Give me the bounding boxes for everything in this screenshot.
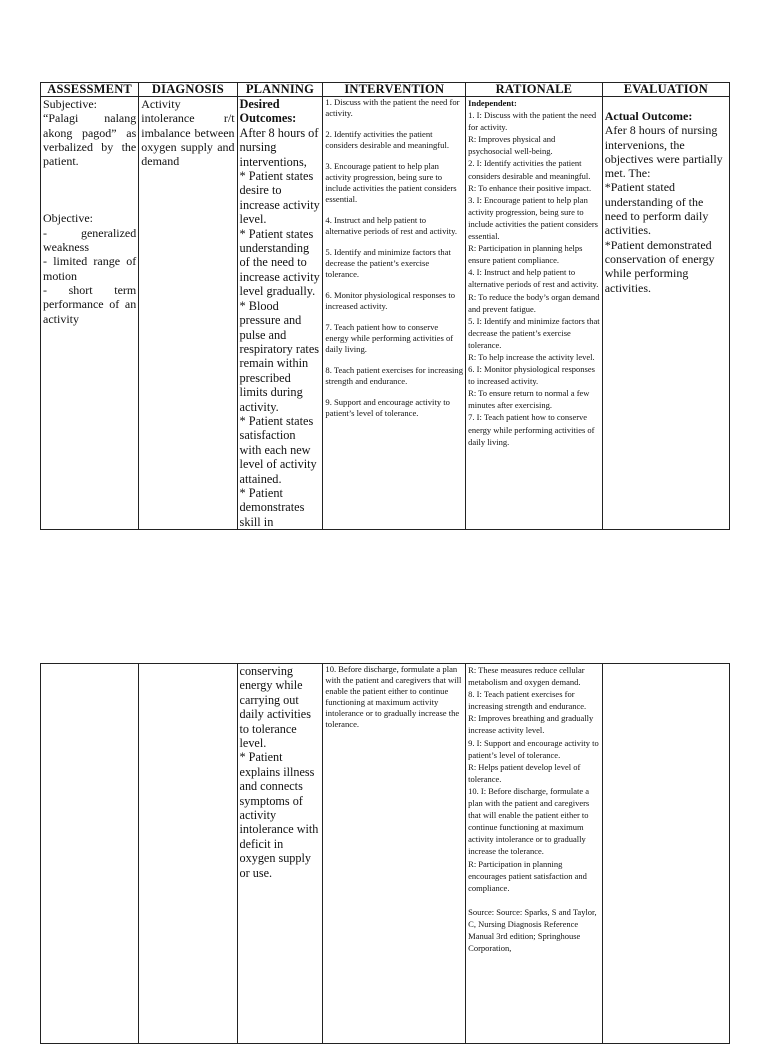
rationale-line: 7. I: Teach patient how to conserve energy while performing activities of daily living. bbox=[468, 412, 595, 447]
planning-cell-cont bbox=[237, 664, 323, 1044]
planning-item: * Patient states satisfaction with each new level of activity attained. bbox=[239, 413, 317, 486]
objective-label: Objective: bbox=[43, 211, 93, 226]
evaluation-heading: Actual Outcome: bbox=[604, 109, 693, 123]
rationale-line: R: Helps patient develop level of tolerance. bbox=[468, 761, 581, 784]
rationale-line: 3. I: Encourage patient to help plan activity progression, being sure to include activities the patient considers essential. bbox=[468, 194, 598, 242]
planning-item: * Patient states understanding of the need to increase activity level gradually. bbox=[239, 226, 320, 299]
rationale-line: 8. I: Teach patient exercises for increasing strength and endurance. bbox=[468, 689, 587, 712]
planning-heading: Desired Outcomes: bbox=[239, 97, 297, 126]
intervention-item: 2. Identify activities the patient considers desirable and meaningful. bbox=[325, 129, 450, 150]
header-diagnosis: DIAGNOSIS bbox=[139, 83, 237, 97]
rationale-line: 1. I: Discuss with the patient the need for activity. bbox=[468, 110, 597, 133]
source-citation: Source: Source: Sparks, S and Taylor, C, Nursing Diagnosis Reference Manual 3rd edition; Springhouse Corporation, bbox=[468, 906, 597, 954]
intervention-item: 8. Teach patient exercises for increasing strength and endurance. bbox=[325, 365, 464, 386]
objective-item: - limited range of motion bbox=[43, 254, 137, 283]
subjective-quote: “Palagi nalang akong pagod” as verbalized by the patient. bbox=[43, 111, 137, 169]
rationale-cell-cont bbox=[466, 664, 603, 1044]
header-evaluation: EVALUATION bbox=[602, 83, 729, 97]
rationale-line: 10. I: Before discharge, formulate a plan with the patient and caregivers that will enable the patient either to continue functioning at maximum activity intolerance or to gradually increase the tolerance. bbox=[468, 785, 590, 857]
rationale-heading: Independent: bbox=[468, 98, 517, 108]
evaluation-cell bbox=[602, 97, 729, 530]
intervention-item: 5. Identify and minimize factors that decrease the patient’s exercise tolerance. bbox=[325, 247, 451, 279]
header-planning: PLANNING bbox=[237, 83, 323, 97]
planning-item: * Patient states desire to increase activity level. bbox=[239, 169, 320, 227]
intervention-cell bbox=[323, 97, 466, 530]
continuation-row bbox=[41, 664, 730, 1044]
rationale-line: 6. I: Monitor physiological responses to increased activity. bbox=[468, 364, 595, 387]
planning-cell bbox=[237, 97, 323, 530]
intervention-item: 7. Teach patient how to conserve energy while performing activities of daily living. bbox=[325, 322, 454, 354]
intervention-item: 4. Instruct and help patient to alternative periods of rest and activity. bbox=[325, 215, 458, 236]
rationale-line: 4. I: Instruct and help patient to alternative periods of rest and activity. bbox=[468, 267, 599, 290]
rationale-line: R: To help increase the activity level. bbox=[468, 351, 595, 362]
rationale-line: R: These measures reduce cellular metabolism and oxygen demand. bbox=[468, 665, 585, 688]
evaluation-text: Afer 8 hours of nursing intervenions, the objectives were partially met. The: bbox=[604, 123, 723, 181]
rationale-line: 9. I: Support and encourage activity to patient’s level of tolerance. bbox=[468, 737, 599, 760]
header-intervention: INTERVENTION bbox=[323, 83, 466, 97]
header-assessment: ASSESSMENT bbox=[41, 83, 139, 97]
header-rationale: RATIONALE bbox=[466, 83, 603, 97]
planning-item: * Patient demonstrates skill in bbox=[239, 485, 305, 529]
rationale-cell bbox=[466, 97, 603, 530]
care-plan-table-page1 bbox=[40, 82, 730, 530]
header-row bbox=[41, 83, 730, 97]
planning-continuation: conserving energy while carrying out daily activities to tolerance level. bbox=[239, 664, 311, 751]
rationale-line: R: To reduce the body’s organ demand and prevent fatigue. bbox=[468, 291, 600, 314]
evaluation-cell-cont bbox=[602, 664, 729, 1044]
diagnosis-cell bbox=[139, 97, 237, 530]
diagnosis-text: Activity intolerance r/t imbalance between oxygen supply and demand bbox=[141, 97, 235, 169]
assessment-cell-cont bbox=[41, 664, 139, 1044]
assessment-cell bbox=[41, 97, 139, 530]
planning-item: * Blood pressure and pulse and respiratory rates remain within prescribed limits during activity. bbox=[239, 298, 320, 414]
intervention-item: 10. Before discharge, formulate a plan with the patient and caregivers that will enable the patient either to continue functioning at maximum activity intolerance or to gradually increase the tolerance. bbox=[325, 664, 462, 729]
evaluation-item: *Patient stated understanding of the need to perform daily activities. bbox=[604, 180, 709, 238]
planning-item: * Patient explains illness and connects symptoms of activity intolerance with deficit in oxygen supply or use. bbox=[239, 750, 319, 880]
intervention-item: 1. Discuss with the patient the need for activity. bbox=[325, 97, 460, 118]
rationale-line: R: Improves breathing and gradually increase activity level. bbox=[468, 713, 594, 736]
rationale-line: 2. I: Identify activities the patient considers desirable and meaningful. bbox=[468, 158, 591, 181]
objective-item: - short term performance of an activity bbox=[43, 282, 137, 326]
rationale-line: R: Participation in planning encourages patient satisfaction and compliance. bbox=[468, 858, 587, 893]
evaluation-item: *Patient demonstrated conservation of energy while performing activities. bbox=[604, 237, 715, 295]
intervention-cell-cont bbox=[323, 664, 466, 1044]
diagnosis-cell-cont bbox=[139, 664, 237, 1044]
intervention-item: 9. Support and encourage activity to patient’s level of tolerance. bbox=[325, 397, 450, 418]
planning-intro: After 8 hours of nursing interventions, bbox=[239, 125, 319, 169]
objective-item: - generalized weakness bbox=[43, 225, 137, 255]
intervention-item: 6. Monitor physiological responses to increased activity. bbox=[325, 290, 456, 311]
rationale-line: R: Improves physical and psychosocial well-being. bbox=[468, 134, 556, 157]
rationale-line: R: To ensure return to normal a few minutes after exercising. bbox=[468, 388, 590, 411]
subjective-label: Subjective: bbox=[43, 97, 97, 111]
intervention-item: 3. Encourage patient to help plan activity progression, being sure to include activities the patient considers essential. bbox=[325, 161, 457, 204]
rationale-line: R: To enhance their positive impact. bbox=[468, 182, 592, 193]
care-plan-table-page2 bbox=[40, 663, 730, 1044]
content-row bbox=[41, 97, 730, 530]
rationale-line: R: Participation in planning helps ensure patient compliance. bbox=[468, 243, 583, 266]
rationale-line: 5. I: Identify and minimize factors that decrease the patient’s exercise tolerance. bbox=[468, 315, 600, 350]
